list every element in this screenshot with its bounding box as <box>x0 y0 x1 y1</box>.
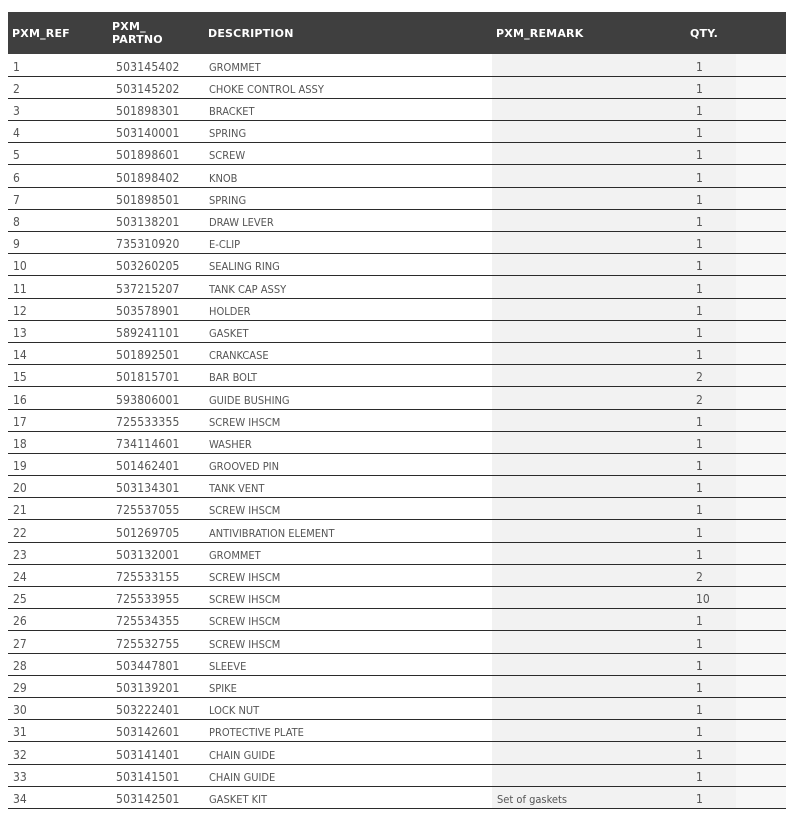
cell-spacer <box>736 631 786 653</box>
cell-ref: 8 <box>8 209 108 231</box>
cell-qty: 1 <box>686 276 736 298</box>
cell-remark <box>492 342 686 364</box>
cell-partno: 503142501 <box>108 786 204 808</box>
cell-qty: 1 <box>686 431 736 453</box>
cell-ref: 6 <box>8 165 108 187</box>
table-row <box>8 121 786 143</box>
cell-qty: 10 <box>686 587 736 609</box>
cell-qty: 2 <box>686 387 736 409</box>
cell-qty: 1 <box>686 764 736 786</box>
cell-spacer <box>736 276 786 298</box>
cell-description: WASHER <box>204 431 492 453</box>
cell-spacer <box>736 498 786 520</box>
cell-qty: 1 <box>686 76 736 98</box>
cell-spacer <box>736 232 786 254</box>
cell-spacer <box>736 298 786 320</box>
cell-remark <box>492 276 686 298</box>
cell-ref: 13 <box>8 320 108 342</box>
cell-partno: 725532755 <box>108 631 204 653</box>
cell-remark <box>492 232 686 254</box>
parts-table <box>8 12 786 809</box>
cell-partno: 725537055 <box>108 498 204 520</box>
cell-qty: 1 <box>686 742 736 764</box>
table-row <box>8 453 786 475</box>
cell-description: SEALING RING <box>204 254 492 276</box>
cell-description: GROMMET <box>204 542 492 564</box>
cell-description: DRAW LEVER <box>204 209 492 231</box>
cell-qty: 1 <box>686 298 736 320</box>
cell-qty: 1 <box>686 609 736 631</box>
table-row <box>8 653 786 675</box>
cell-spacer <box>736 564 786 586</box>
table-row <box>8 542 786 564</box>
cell-qty: 1 <box>686 232 736 254</box>
cell-spacer <box>736 764 786 786</box>
cell-qty: 1 <box>686 187 736 209</box>
cell-spacer <box>736 476 786 498</box>
table-row <box>8 587 786 609</box>
cell-remark <box>492 520 686 542</box>
cell-qty: 2 <box>686 365 736 387</box>
cell-ref: 12 <box>8 298 108 320</box>
cell-remark <box>492 431 686 453</box>
cell-description: GASKET <box>204 320 492 342</box>
cell-spacer <box>736 609 786 631</box>
cell-description: TANK VENT <box>204 476 492 498</box>
cell-spacer <box>736 675 786 697</box>
cell-partno: 725534355 <box>108 609 204 631</box>
table-row <box>8 609 786 631</box>
table-row <box>8 764 786 786</box>
cell-description: HOLDER <box>204 298 492 320</box>
cell-description: SLEEVE <box>204 653 492 675</box>
cell-qty: 1 <box>686 476 736 498</box>
cell-description: BAR BOLT <box>204 365 492 387</box>
cell-partno: 503141501 <box>108 764 204 786</box>
cell-remark <box>492 720 686 742</box>
cell-spacer <box>736 76 786 98</box>
cell-description: ANTIVIBRATION ELEMENT <box>204 520 492 542</box>
cell-spacer <box>736 742 786 764</box>
cell-qty: 1 <box>686 720 736 742</box>
cell-description: SCREW IHSCM <box>204 609 492 631</box>
cell-spacer <box>736 365 786 387</box>
cell-ref: 9 <box>8 232 108 254</box>
cell-remark <box>492 409 686 431</box>
table-row <box>8 187 786 209</box>
cell-partno: 503141401 <box>108 742 204 764</box>
table-row <box>8 520 786 542</box>
cell-spacer <box>736 342 786 364</box>
cell-partno: 725533155 <box>108 564 204 586</box>
cell-remark <box>492 453 686 475</box>
table-row <box>8 254 786 276</box>
cell-ref: 22 <box>8 520 108 542</box>
table-row <box>8 409 786 431</box>
cell-partno: 501269705 <box>108 520 204 542</box>
cell-ref: 31 <box>8 720 108 742</box>
cell-remark <box>492 564 686 586</box>
cell-remark <box>492 587 686 609</box>
cell-ref: 17 <box>8 409 108 431</box>
cell-ref: 5 <box>8 143 108 165</box>
cell-qty: 1 <box>686 520 736 542</box>
cell-ref: 11 <box>8 276 108 298</box>
table-row <box>8 276 786 298</box>
cell-remark <box>492 298 686 320</box>
cell-remark <box>492 121 686 143</box>
cell-partno: 503222401 <box>108 697 204 719</box>
cell-description: GROOVED PIN <box>204 453 492 475</box>
cell-description: SCREW IHSCM <box>204 631 492 653</box>
cell-qty: 1 <box>686 453 736 475</box>
cell-remark <box>492 697 686 719</box>
cell-ref: 2 <box>8 76 108 98</box>
cell-partno: 503145202 <box>108 76 204 98</box>
cell-partno: 503139201 <box>108 675 204 697</box>
cell-ref: 28 <box>8 653 108 675</box>
cell-qty: 1 <box>686 675 736 697</box>
cell-partno: 501898601 <box>108 143 204 165</box>
cell-qty: 1 <box>686 631 736 653</box>
cell-partno: 501898301 <box>108 98 204 120</box>
cell-remark <box>492 542 686 564</box>
cell-partno: 503260205 <box>108 254 204 276</box>
cell-remark <box>492 165 686 187</box>
cell-spacer <box>736 520 786 542</box>
cell-spacer <box>736 587 786 609</box>
cell-partno: 501898402 <box>108 165 204 187</box>
cell-remark <box>492 143 686 165</box>
cell-remark <box>492 675 686 697</box>
cell-partno: 503132001 <box>108 542 204 564</box>
cell-spacer <box>736 54 786 76</box>
cell-description: TANK CAP ASSY <box>204 276 492 298</box>
cell-spacer <box>736 542 786 564</box>
cell-spacer <box>736 653 786 675</box>
table-row <box>8 697 786 719</box>
header-ref: PXM_REF <box>12 26 70 40</box>
cell-remark <box>492 476 686 498</box>
cell-partno: 501462401 <box>108 453 204 475</box>
cell-remark <box>492 742 686 764</box>
table-row <box>8 143 786 165</box>
cell-ref: 21 <box>8 498 108 520</box>
cell-remark <box>492 76 686 98</box>
table-row <box>8 498 786 520</box>
header-row <box>8 12 786 54</box>
cell-qty: 2 <box>686 564 736 586</box>
cell-remark <box>492 320 686 342</box>
cell-qty: 1 <box>686 653 736 675</box>
table-row <box>8 209 786 231</box>
header-spacer <box>736 12 786 54</box>
header-partno-line2: PARTNO <box>112 33 163 46</box>
cell-partno: 503138201 <box>108 209 204 231</box>
cell-description: GUIDE BUSHING <box>204 387 492 409</box>
header-qty: QTY. <box>690 26 718 40</box>
cell-qty: 1 <box>686 498 736 520</box>
cell-remark <box>492 54 686 76</box>
cell-remark <box>492 98 686 120</box>
cell-spacer <box>736 143 786 165</box>
cell-ref: 19 <box>8 453 108 475</box>
cell-ref: 29 <box>8 675 108 697</box>
cell-partno: 503134301 <box>108 476 204 498</box>
cell-description: E-CLIP <box>204 232 492 254</box>
cell-qty: 1 <box>686 409 736 431</box>
cell-spacer <box>736 720 786 742</box>
cell-partno: 734114601 <box>108 431 204 453</box>
cell-partno: 501815701 <box>108 365 204 387</box>
header-partno-line1: PXM_ <box>112 20 146 33</box>
cell-remark <box>492 209 686 231</box>
cell-remark <box>492 764 686 786</box>
cell-partno: 725533955 <box>108 587 204 609</box>
cell-description: SPIKE <box>204 675 492 697</box>
cell-description: GASKET KIT <box>204 786 492 808</box>
table-row <box>8 320 786 342</box>
cell-ref: 4 <box>8 121 108 143</box>
cell-partno: 503142601 <box>108 720 204 742</box>
cell-description: SCREW <box>204 143 492 165</box>
cell-qty: 1 <box>686 54 736 76</box>
cell-description: SCREW IHSCM <box>204 564 492 586</box>
cell-remark <box>492 365 686 387</box>
cell-qty: 1 <box>686 209 736 231</box>
table-row <box>8 387 786 409</box>
cell-description: SCREW IHSCM <box>204 409 492 431</box>
cell-ref: 30 <box>8 697 108 719</box>
cell-description: BRACKET <box>204 98 492 120</box>
table-row <box>8 98 786 120</box>
table-row <box>8 631 786 653</box>
table-row <box>8 165 786 187</box>
cell-spacer <box>736 387 786 409</box>
cell-ref: 20 <box>8 476 108 498</box>
cell-remark <box>492 387 686 409</box>
table-row <box>8 564 786 586</box>
cell-remark: Set of gaskets <box>492 786 686 808</box>
cell-partno: 735310920 <box>108 232 204 254</box>
table-row <box>8 786 786 808</box>
cell-ref: 34 <box>8 786 108 808</box>
table-row <box>8 365 786 387</box>
cell-qty: 1 <box>686 254 736 276</box>
cell-qty: 1 <box>686 165 736 187</box>
cell-partno: 501892501 <box>108 342 204 364</box>
cell-remark <box>492 498 686 520</box>
cell-spacer <box>736 98 786 120</box>
cell-ref: 26 <box>8 609 108 631</box>
cell-ref: 15 <box>8 365 108 387</box>
cell-description: GROMMET <box>204 54 492 76</box>
cell-remark <box>492 609 686 631</box>
cell-remark <box>492 187 686 209</box>
cell-description: SCREW IHSCM <box>204 587 492 609</box>
cell-qty: 1 <box>686 786 736 808</box>
cell-qty: 1 <box>686 342 736 364</box>
parts-list-sheet <box>8 12 786 809</box>
cell-qty: 1 <box>686 697 736 719</box>
cell-description: CRANKCASE <box>204 342 492 364</box>
cell-partno: 503145402 <box>108 54 204 76</box>
cell-spacer <box>736 431 786 453</box>
cell-remark <box>492 653 686 675</box>
cell-spacer <box>736 453 786 475</box>
cell-spacer <box>736 409 786 431</box>
table-row <box>8 232 786 254</box>
table-row <box>8 675 786 697</box>
cell-qty: 1 <box>686 320 736 342</box>
cell-ref: 23 <box>8 542 108 564</box>
cell-ref: 27 <box>8 631 108 653</box>
cell-qty: 1 <box>686 143 736 165</box>
cell-spacer <box>736 121 786 143</box>
cell-partno: 589241101 <box>108 320 204 342</box>
cell-description: KNOB <box>204 165 492 187</box>
cell-partno: 503447801 <box>108 653 204 675</box>
table-row <box>8 342 786 364</box>
cell-partno: 593806001 <box>108 387 204 409</box>
cell-ref: 14 <box>8 342 108 364</box>
cell-ref: 10 <box>8 254 108 276</box>
cell-description: PROTECTIVE PLATE <box>204 720 492 742</box>
table-row <box>8 298 786 320</box>
table-header <box>8 12 786 54</box>
cell-description: CHAIN GUIDE <box>204 764 492 786</box>
cell-ref: 3 <box>8 98 108 120</box>
header-remark: PXM_REMARK <box>496 26 584 40</box>
cell-description: SCREW IHSCM <box>204 498 492 520</box>
cell-description: LOCK NUT <box>204 697 492 719</box>
cell-ref: 1 <box>8 54 108 76</box>
cell-partno: 501898501 <box>108 187 204 209</box>
cell-spacer <box>736 320 786 342</box>
table-row <box>8 742 786 764</box>
cell-remark <box>492 254 686 276</box>
cell-ref: 32 <box>8 742 108 764</box>
cell-remark <box>492 631 686 653</box>
cell-spacer <box>736 209 786 231</box>
cell-partno: 503578901 <box>108 298 204 320</box>
cell-ref: 25 <box>8 587 108 609</box>
table-row <box>8 720 786 742</box>
cell-ref: 7 <box>8 187 108 209</box>
table-row <box>8 54 786 76</box>
cell-ref: 33 <box>8 764 108 786</box>
cell-spacer <box>736 786 786 808</box>
cell-spacer <box>736 697 786 719</box>
cell-description: CHAIN GUIDE <box>204 742 492 764</box>
cell-partno: 503140001 <box>108 121 204 143</box>
cell-partno: 537215207 <box>108 276 204 298</box>
cell-qty: 1 <box>686 542 736 564</box>
header-partno <box>108 12 204 54</box>
cell-ref: 18 <box>8 431 108 453</box>
cell-description: CHOKE CONTROL ASSY <box>204 76 492 98</box>
cell-partno: 725533355 <box>108 409 204 431</box>
cell-spacer <box>736 254 786 276</box>
table-body <box>8 54 786 808</box>
table-row <box>8 76 786 98</box>
header-description: DESCRIPTION <box>208 26 294 40</box>
cell-spacer <box>736 165 786 187</box>
cell-ref: 16 <box>8 387 108 409</box>
table-row <box>8 476 786 498</box>
table-row <box>8 431 786 453</box>
cell-qty: 1 <box>686 121 736 143</box>
cell-ref: 24 <box>8 564 108 586</box>
cell-description: SPRING <box>204 187 492 209</box>
cell-spacer <box>736 187 786 209</box>
cell-qty: 1 <box>686 98 736 120</box>
cell-description: SPRING <box>204 121 492 143</box>
